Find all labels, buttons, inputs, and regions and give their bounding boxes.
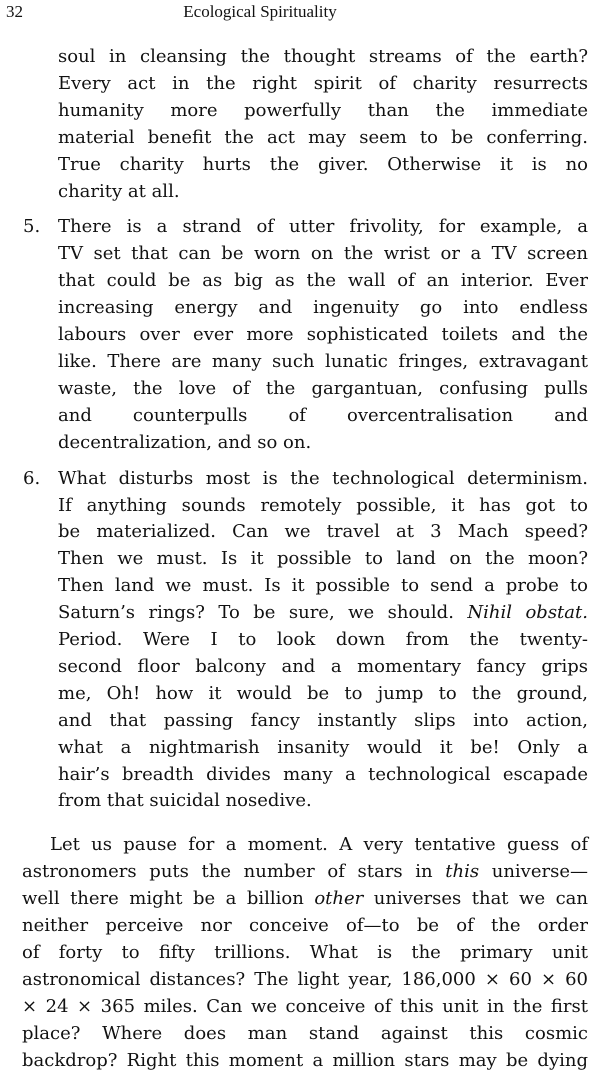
text-line: that could be as big as the wall of an interior. Ever (58, 270, 588, 292)
latin-phrase: Nihil obstat. (467, 602, 588, 624)
text-line: Period. Were I to look down from the twenty- (58, 629, 588, 651)
text-line: astronomical distances? The light year, 186,000 × 60 × 60 (22, 968, 588, 990)
continuation-paragraph (58, 44, 588, 205)
text-line: Then land we must. Is it possible to send a probe to (58, 575, 588, 597)
text-line: TV set that can be worn on the wrist or a TV screen (58, 243, 588, 265)
text-fragment: universes that we can (363, 888, 588, 910)
text-line: second floor balcony and a momentary fancy grips (58, 655, 588, 677)
text-line: hair’s breadth divides many a technological escapade (58, 763, 588, 785)
text-line: waste, the love of the gargantuan, confusing pulls (58, 377, 588, 399)
text-line: of forty to fifty trillions. What is the primary unit (22, 942, 588, 963)
text-line: decentralization, and so on. (58, 431, 312, 453)
running-head: Ecological Spirituality (183, 2, 337, 21)
list-number: 6. (23, 467, 41, 489)
text-line: soul in cleansing the thought streams of the earth? (58, 46, 588, 67)
text-line: from that suicidal nosedive. (58, 790, 312, 812)
emphasis: this (445, 861, 480, 883)
text-line: me, Oh! how it would be to jump to the ground, (58, 682, 588, 704)
main-paragraph (22, 832, 588, 1074)
text-fragment: universe— (479, 861, 588, 883)
text-line-with-latin (58, 600, 588, 627)
text-line: Then we must. Is it possible to land on the moon? (58, 548, 588, 570)
list-item-text (58, 214, 588, 456)
text-line: neither perceive nor conceive of—to be of the order (22, 915, 588, 937)
text-line: what a nightmarish insanity would it be! Only a (58, 736, 588, 758)
text-line: charity at all. (58, 180, 180, 202)
text-line: like. There are many such lunatic fringes, extravagant (58, 350, 588, 372)
list-item-5 (23, 214, 588, 456)
text-line: × 24 × 365 miles. Can we conceive of this unit in the first (22, 995, 588, 1017)
text-line: be materialized. Can we travel at 3 Mach speed? (58, 521, 588, 543)
text-fragment: astronomers puts the number of stars in (22, 861, 446, 883)
text-line: What disturbs most is the technological determinism. (58, 467, 588, 489)
emphasis: other (314, 888, 364, 910)
text-line: labours over ever more sophisticated toilets and the (58, 324, 588, 346)
text-fragment: Saturn’s rings? To be sure, we should. (58, 602, 454, 624)
page-content (0, 44, 600, 1075)
text-line: backdrop? Right this moment a million stars may be dying (22, 1049, 588, 1071)
text-line: and that passing fancy instantly slips into action, (58, 709, 588, 731)
text-line-with-emphasis (22, 859, 588, 886)
page-header (0, 0, 600, 26)
text-line: Every act in the right spirit of charity resurrects (58, 72, 588, 94)
text-line-with-emphasis (22, 886, 588, 913)
text-line: place? Where does man stand against this cosmic (22, 1022, 588, 1044)
text-fragment: well there might be a billion (22, 888, 315, 910)
text-line: True charity hurts the giver. Otherwise it is no (58, 153, 588, 175)
list-item-6 (23, 466, 588, 816)
text-line: If anything sounds remotely possible, it has got to (58, 494, 588, 516)
text-line: and counterpulls of overcentralisation and (58, 404, 588, 426)
text-line: humanity more powerfully than the immediate (58, 99, 588, 121)
text-line: increasing energy and ingenuity go into endless (58, 297, 588, 319)
text-line: There is a strand of utter frivolity, for example, a (58, 216, 588, 238)
text-line: material benefit the act may seem to be conferring. (58, 126, 588, 148)
text-line: Let us pause for a moment. A very tentative guess of (50, 834, 588, 856)
list-number: 5. (23, 216, 41, 238)
page-number: 32 (6, 2, 23, 21)
list-item-text (58, 466, 588, 816)
